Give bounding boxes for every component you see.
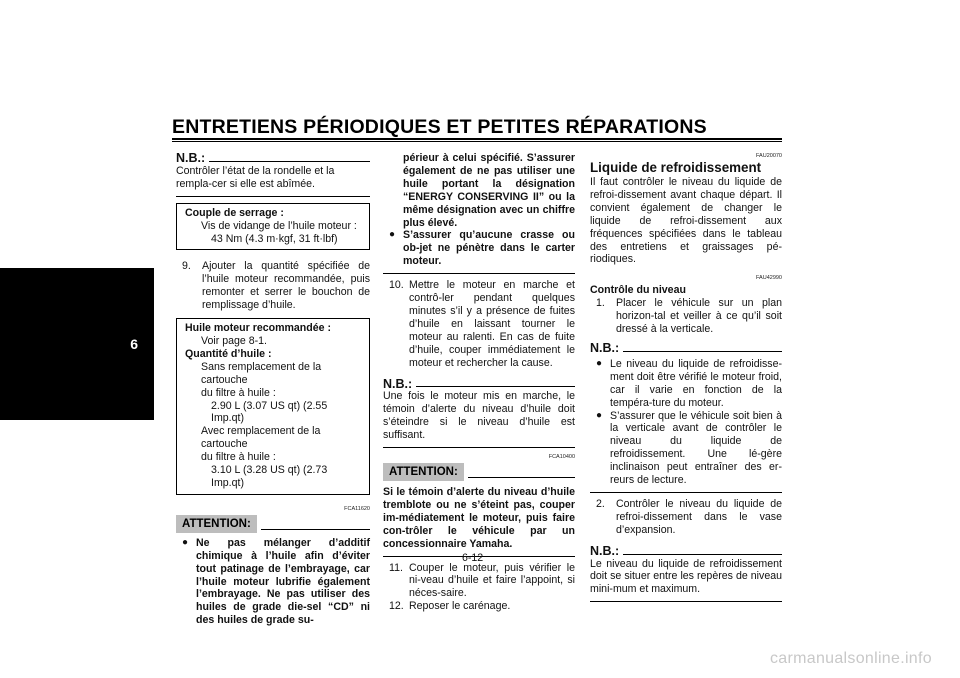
- attention-text: Si le témoin d’alerte du niveau d’huile tremblote ou ne s’éteint pas, couper im-médiatement le moteur, puis faire con-trôler le véhicule par un concessionnaire Yamaha.: [383, 486, 575, 550]
- quantity-label: Quantité d’huile :: [185, 347, 272, 360]
- bullet-icon: ●: [596, 409, 603, 421]
- attention-badge: ATTENTION:: [383, 463, 464, 481]
- section-heading: Liquide de refroidissement: [590, 160, 762, 175]
- nb-heading: N.B.:: [383, 378, 575, 391]
- nb-text: Le niveau du liquide de refroidissement doit se situer entre les repères de niveau mini-mum et maximum.: [590, 557, 782, 596]
- oil-spec-box: Huile moteur recommandée : Voir page 8-1. Quantité d’huile : Sans remplacement de la cartouche du filtre à huile : 2.90 L (3.07 US qt) (2.55 Imp.qt) Avec remplacement de la cartouche du filtre à huile : 3.10 L (3.28 US qt) (2.73 Imp.qt): [176, 318, 370, 495]
- chapter-tab[interactable]: [0, 268, 154, 420]
- nb-bullet: ● S’assurer que le véhicule soit bien à la verticale avant de contrôler le niveau du liquide de refroidissement. Une lé-gère inclinaison peut entraîner des er-reurs de lecture.: [596, 409, 782, 487]
- column-3: [590, 152, 782, 607]
- step-12: 12. Reposer le carénage.: [389, 600, 511, 613]
- nb-text: Une fois le moteur mis en marche, le témoin d’alerte du niveau d’huile doit s’éteindre si le niveau d’huile est suffisant.: [383, 390, 575, 442]
- nb-heading: N.B.:: [176, 152, 370, 165]
- nb-text: Contrôler l’état de la rondelle et la rempla-cer si elle est abîmée.: [176, 164, 335, 190]
- attention-badge: ATTENTION:: [176, 515, 257, 533]
- divider: [383, 273, 575, 274]
- attention-bullet-cont: périeur à celui spécifié. S’assurer également de ne pas utiliser une huile portant la désignation “ENERGY CONSERVING II” ou la même désignation avec un chiffre plus élevé.: [403, 152, 575, 229]
- torque-label: Couple de serrage :: [185, 206, 284, 219]
- attention-bullet: ● Ne pas mélanger d’additif chimique à l’huile afin d’éviter tout patinage de l’embrayage, car l’huile moteur lubrifie également l’embrayage. Ne pas utiliser des huiles de grade die-sel “CD” ni des huiles de grade su-: [182, 536, 370, 627]
- nb-bullet: ● Le niveau du liquide de refroidisse-ment doit être vérifié le moteur froid, car il varie en fonction de la tempéra-ture du moteur.: [596, 357, 782, 409]
- title-rule-thin: [172, 141, 782, 142]
- divider: [176, 196, 370, 197]
- nb-heading: N.B.:: [590, 545, 782, 558]
- divider: [383, 447, 575, 448]
- watermark-link[interactable]: carmanualsonline.info: [770, 650, 932, 667]
- attention-bullet: ● S’assurer qu’aucune crasse ou ob-jet ne pénètre dans le carter moteur.: [389, 229, 575, 268]
- column-2: [383, 152, 575, 613]
- attention-heading: [176, 515, 370, 533]
- ref-code: FAU20070: [756, 153, 782, 159]
- section-intro: Il faut contrôler le niveau du liquide de refroi-dissement avant chaque départ. Il convient également de changer le liquide de refroi-dissement aux fréquences spécifiées dans le tableau des entretiens et graissages pé-riodiques.: [590, 176, 782, 266]
- title-rule-thick: [172, 138, 782, 140]
- ref-code: FCA10400: [548, 454, 575, 461]
- oil-label: Huile moteur recommandée :: [185, 322, 331, 335]
- attention-heading: [383, 463, 575, 481]
- chapter-number: 6: [130, 336, 138, 352]
- ref-code: FCA11620: [344, 505, 370, 512]
- ref-code: FAU42990: [756, 275, 782, 282]
- step-11: 11. Couper le moteur, puis vérifier le ni-veau d’huile et faire l’appoint, si néces-saire.: [389, 561, 575, 600]
- step-1: 1. Placer le véhicule sur un plan horizon-tal et veiller à ce qu’il soit dressé à la verticale.: [596, 297, 782, 336]
- page-number: 6-12: [462, 552, 484, 564]
- step-2: 2. Contrôler le niveau du liquide de refroi-dissement dans le vase d’expansion.: [596, 497, 782, 536]
- bullet-icon: ●: [389, 229, 396, 241]
- torque-spec-box: [176, 203, 370, 251]
- divider: [590, 492, 782, 493]
- torque-value: 43 Nm (4.3 m·kgf, 31 ft·lbf): [211, 232, 338, 245]
- step-10: 10. Mettre le moteur en marche et contrô-ler pendant quelques minutes s’il y a présence de fuites d’huile en laissant tourner le moteur au ralenti. En cas de fuite d’huile, couper immédiatement le moteur et rechercher la cause.: [389, 279, 575, 369]
- step-9: 9. Ajouter la quantité spécifiée de l’huile moteur recommandée, puis remonter et serrer le bouchon de remplissage d’huile.: [182, 260, 370, 312]
- column-1: [176, 152, 370, 627]
- subsection-heading: Contrôle du niveau: [590, 284, 686, 297]
- bullet-icon: ●: [182, 536, 189, 548]
- bullet-icon: ●: [596, 357, 603, 369]
- nb-heading: N.B.:: [590, 342, 782, 355]
- page-title: ENTRETIENS PÉRIODIQUES ET PETITES RÉPARATIONS: [172, 116, 707, 138]
- torque-item: Vis de vidange de l’huile moteur :: [201, 219, 357, 232]
- divider: [590, 601, 782, 602]
